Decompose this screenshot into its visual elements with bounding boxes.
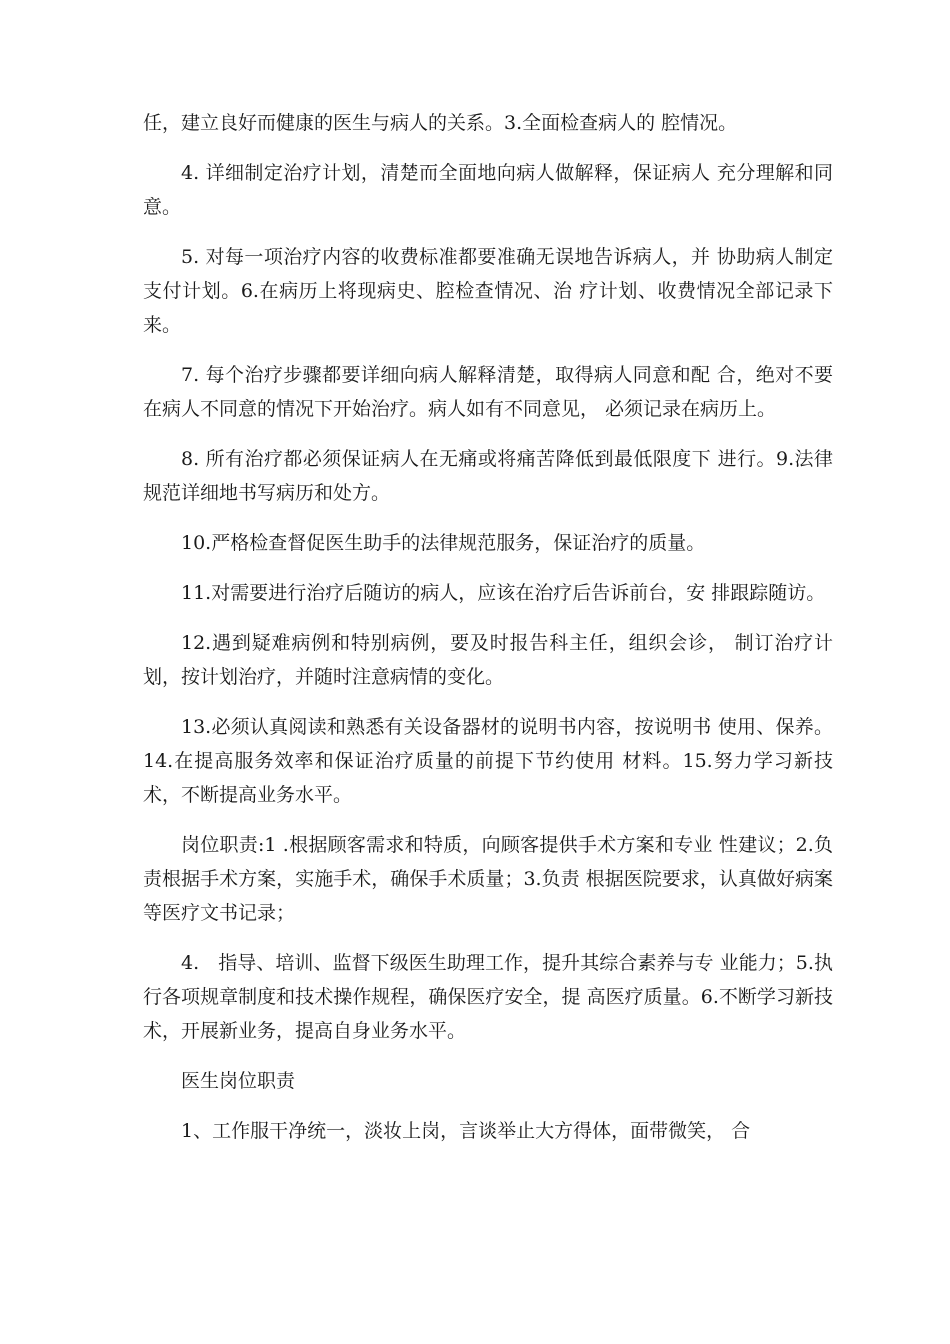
paragraph-doctor-duty-1: 1、工作服干净统一，淡妆上岗，言谈举止大方得体，面带微笑， 合	[181, 1120, 751, 1142]
paragraph-item-7: 7. 每个治疗步骤都要详细向病人解释清楚，取得病人同意和配 合，绝对不要在病人不同意的情况下开始治疗。病人如有不同意见， 必须记录在病历上。	[143, 364, 833, 420]
paragraph-item-5: 5. 对每一项治疗内容的收费标准都要准确无误地告诉病人，并 协助病人制定支付计划。6.在病历上将现病史、腔检查情况、治 疗计划、收费情况全部记录下来。	[143, 246, 833, 336]
paragraph-item-13: 13.必须认真阅读和熟悉有关设备器材的说明书内容，按说明书 使用、保养。14.在提高服务效率和保证治疗质量的前提下节约使用 材料。15.努力学习新技术，不断提高业务水平。	[143, 716, 833, 806]
paragraph-job-duties-4: 4. 指导、培训、监督下级医生助理工作，提升其综合素养与专 业能力；5.执行各项规章制度和技术操作规程，确保医疗安全，提 高医疗质量。6.不断学习新技术，开展新业务，提高自身业务水平。	[143, 952, 833, 1042]
paragraph-item-10: 10.严格检查督促医生助手的法律规范服务，保证治疗的质量。	[181, 532, 706, 554]
document-body	[143, 106, 833, 1164]
paragraph-item-4: 4. 详细制定治疗计划，清楚而全面地向病人做解释，保证病人 充分理解和同意。	[143, 162, 833, 218]
paragraph-item-12: 12.遇到疑难病例和特别病例，要及时报告科主任，组织会诊， 制订治疗计划，按计划治疗，并随时注意病情的变化。	[143, 632, 833, 688]
paragraph-item-8: 8. 所有治疗都必须保证病人在无痛或将痛苦降低到最低限度下 进行。9.法律规范详细地书写病历和处方。	[143, 448, 833, 504]
paragraph-continuation: 任，建立良好而健康的医生与病人的关系。3.全面检查病人的 腔情况。	[143, 112, 738, 134]
paragraph-job-duties: 岗位职责:1 .根据顾客需求和特质，向顾客提供手术方案和专业 性建议；2.负责根据手术方案，实施手术，确保手术质量；3.负责 根据医院要求，认真做好病案等医疗文书记录；	[143, 834, 833, 924]
paragraph-item-11: 11.对需要进行治疗后随访的病人，应该在治疗后告诉前台，安 排跟踪随访。	[181, 582, 826, 604]
section-heading-doctor-duties: 医生岗位职责	[181, 1070, 296, 1092]
